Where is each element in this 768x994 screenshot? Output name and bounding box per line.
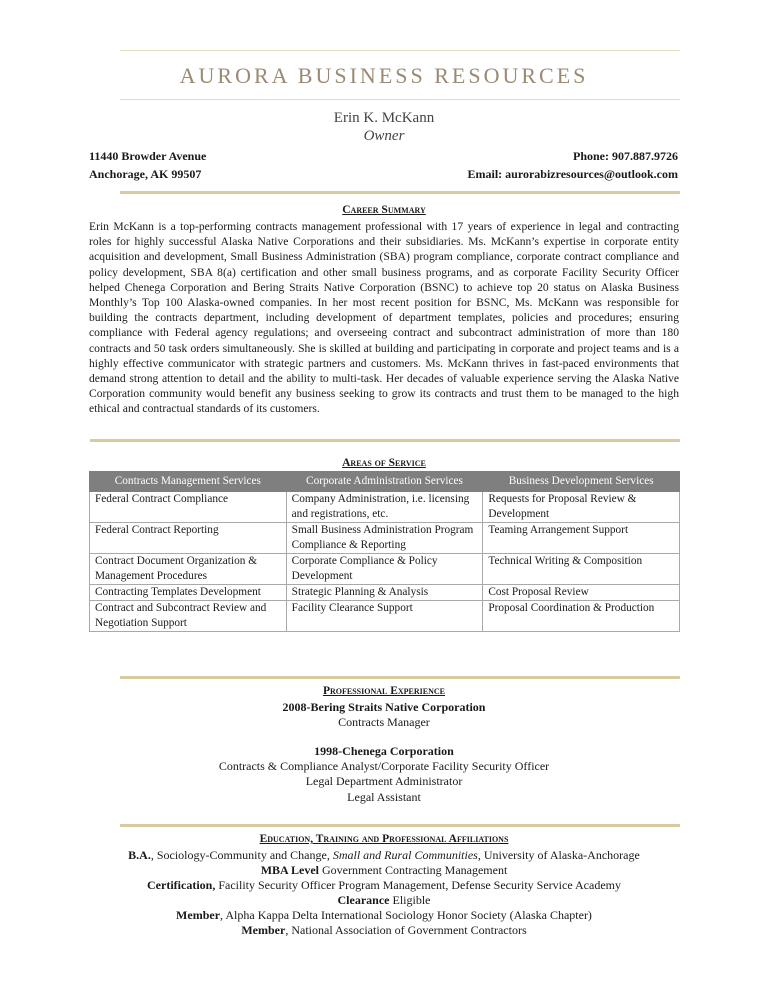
- table-cell: Company Administration, i.e. licensing and registrations, etc.: [286, 492, 483, 523]
- experience-heading: Professional Experience: [322, 685, 446, 697]
- edu-certification: [0, 878, 768, 894]
- services-table: [89, 471, 680, 632]
- table-cell: Small Business Administration Program Compliance & Reporting: [286, 523, 483, 554]
- table-cell: Federal Contract Compliance: [90, 492, 287, 523]
- job-role: Contracts & Compliance Analyst/Corporate Facility Security Officer: [218, 759, 550, 773]
- edu-label: MBA Level: [260, 863, 320, 877]
- table-row: [90, 585, 680, 601]
- edu-italic: Small and Rural Communities: [332, 848, 478, 862]
- address-line-2: Anchorage, AK 99507: [89, 167, 202, 181]
- top-divider: [120, 50, 680, 51]
- section-divider: [90, 439, 680, 442]
- column-header: Contracts Management Services: [90, 472, 287, 492]
- table-cell: Contract Document Organization & Management Procedures: [90, 554, 287, 585]
- career-summary-heading: Career Summary: [342, 204, 426, 216]
- edu-text: , University of Alaska-Anchorage: [477, 848, 640, 862]
- section-divider: [120, 191, 680, 194]
- career-summary-text: Erin McKann is a top-performing contracts management professional with 17 years of experience in legal and contracting roles for highly successful Alaska Native Corporations and their subsidiaries. Ms. McKann’s expertise in corporate entity acquisition and development, Small Business Administration (SBA) program compliance, corporate contract compliance and policy development, SBA 8(a) certification and other small business programs, and as corporate Facility Security Officer helped Chenega Corporation and Bering Straits Native Corporation (BSNC) to achieve top 20 status on Alaska Business Monthly’s Top 100 Alaska-owned companies. In her most recent position for BSNC, Ms. McKann was responsible for building the contracts department, including development of department templates, policies and procedures; ensuring compliance with Federal agency regulations; and overseeing contract and subcontract administration of more than 180 contracts and 50 task orders simultaneously. She is skilled at building and participating in corporate and project teams and is a highly effective communicator with strategic partners and customers. Ms. McKann thrives in fast-paced environments that demand strong attention to detail and the ability to multi-task. Her decades of valuable experience serving the Alaska Native Corporation community would benefit any business seeking to grow its contracts and trust them to be managed to the high ethical and contractual standards of its customers.: [89, 220, 679, 416]
- person-title: Owner: [363, 128, 405, 144]
- table-cell: Facility Clearance Support: [286, 601, 483, 632]
- table-row: [90, 601, 680, 632]
- person-name: Erin K. McKann: [333, 110, 435, 126]
- table-cell: Proposal Coordination & Production: [483, 601, 680, 632]
- address-line-1: 11440 Browder Avenue: [89, 149, 207, 163]
- section-divider: [120, 676, 680, 679]
- edu-label: B.A.: [128, 848, 151, 862]
- table-cell: Contracting Templates Development: [90, 585, 287, 601]
- table-cell: Technical Writing & Composition: [483, 554, 680, 585]
- edu-label: Certification,: [147, 878, 216, 892]
- header-divider: [120, 99, 680, 100]
- phone: Phone: 907.887.9726: [573, 149, 678, 163]
- table-row: [90, 554, 680, 585]
- edu-member-1: [0, 908, 768, 924]
- table-cell: Strategic Planning & Analysis: [286, 585, 483, 601]
- edu-member-2: [0, 923, 768, 939]
- edu-mba: [0, 863, 768, 879]
- table-cell: Teaming Arrangement Support: [483, 523, 680, 554]
- edu-text: , National Association of Government Contractors: [285, 923, 527, 937]
- edu-label: Member: [241, 923, 286, 937]
- email[interactable]: Email: aurorabizresources@outlook.com: [467, 167, 678, 181]
- section-divider: [120, 824, 680, 827]
- job-role: Legal Department Administrator: [305, 774, 463, 788]
- company-name: AURORA BUSINESS RESOURCES: [179, 63, 589, 88]
- job-company: 2008-Bering Straits Native Corporation: [282, 700, 486, 714]
- table-cell: Corporate Compliance & Policy Development: [286, 554, 483, 585]
- table-cell: Federal Contract Reporting: [90, 523, 287, 554]
- edu-label: Clearance: [337, 893, 390, 907]
- table-row: [90, 492, 680, 523]
- table-cell: Contract and Subcontract Review and Negotiation Support: [90, 601, 287, 632]
- table-row: [90, 523, 680, 554]
- edu-label: Member: [176, 908, 221, 922]
- edu-ba: [0, 848, 768, 864]
- areas-of-service-heading: Areas of Service: [342, 457, 426, 469]
- education-heading: Education, Training and Professional Affiliations: [259, 833, 509, 845]
- column-header: Corporate Administration Services: [286, 472, 483, 492]
- edu-text: Eligible: [389, 893, 431, 907]
- job-role: Legal Assistant: [347, 790, 421, 804]
- edu-text: Facility Security Officer Program Management, Defense Security Service Academy: [215, 878, 621, 892]
- column-header: Business Development Services: [483, 472, 680, 492]
- edu-text: , Alpha Kappa Delta International Sociology Honor Society (Alaska Chapter): [220, 908, 592, 922]
- job-company: 1998-Chenega Corporation: [314, 744, 454, 758]
- job-role: Contracts Manager: [338, 715, 430, 729]
- edu-text: , Sociology-Community and Change,: [150, 848, 333, 862]
- table-header-row: [90, 472, 680, 492]
- table-cell: Cost Proposal Review: [483, 585, 680, 601]
- table-cell: Requests for Proposal Review & Development: [483, 492, 680, 523]
- edu-clearance: [0, 893, 768, 909]
- edu-text: Government Contracting Management: [319, 863, 508, 877]
